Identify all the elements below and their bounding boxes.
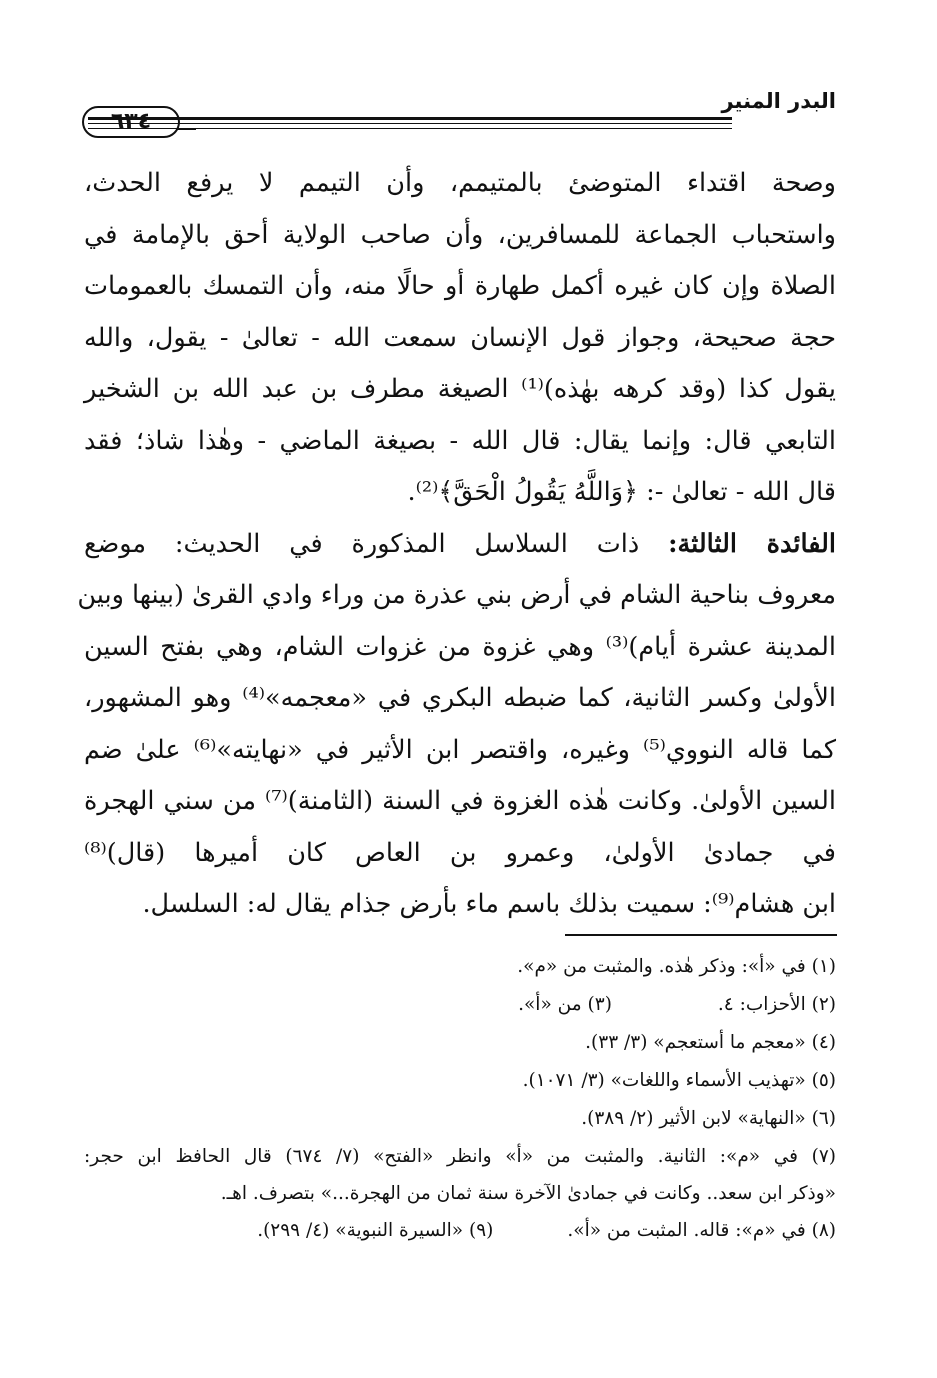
book-title: البدر المنير	[721, 89, 836, 113]
text-line: المدينة عشرة أيام)⁽³⁾ وهي غزوة من غزوات الشام، وهي بفتح السين	[84, 631, 836, 662]
text-line: ابن هشام⁽⁹⁾: سميت بذلك باسم ماء بأرض جذام يقال له: السلسل.	[142, 889, 836, 919]
text-line: قال الله - تعالىٰ -: ﴿وَاللَّهُ يَقُولُ الْحَقَّ﴾⁽²⁾.	[407, 477, 836, 507]
text-line: معروف بناحية الشام في أرض بني عذرة من وراء وادي القرىٰ (بينها وبين	[77, 580, 836, 610]
footnote: (١) في «أ»: وذكر هٰذه. والمثبت من «م».	[517, 956, 836, 977]
footnote-separator	[565, 934, 837, 936]
text-line: السين الأولىٰ. وكانت هٰذه الغزوة في السنة (الثامنة)⁽⁷⁾ من سني الهجرة	[84, 786, 837, 816]
footnote-row	[84, 986, 836, 1024]
page-header	[88, 88, 836, 140]
text-line: التابعي قال: وإنما يقال: قال الله - بصيغة الماضي - وهٰذا شاذ؛ فقد	[84, 425, 836, 456]
footnote: (٤) «معجم ما أستعجم» (٣/ ٣٣).	[585, 1032, 836, 1053]
footnote: (٧) في «م»: الثانية. والمثبت من «أ» وانظر «الفتح» (٧/ ٦٧٤) قال الحافظ ابن حجر:	[84, 1146, 836, 1167]
section-heading: الفائدة الثالثة:	[668, 528, 836, 559]
main-text	[77, 158, 837, 931]
footnote: (٦) «النهاية» لابن الأثير (٢/ ٣٨٩).	[581, 1108, 836, 1129]
text-line: يقول كذا (وقد كرهه بهٰذه)⁽¹⁾ الصيغة مطرف بن عبد الله بن الشخير	[84, 374, 837, 404]
text-line: الصلاة وإن كان غيره أكمل طهارة أو حالًا منه، وأن التمسك بالعمومات	[84, 271, 836, 301]
footnote: (٥) «تهذيب الأسماء واللغات» (٣/ ١٠٧١).	[522, 1070, 836, 1091]
footnote-row	[84, 1212, 836, 1249]
footnote: (٢) الأحزاب: ٤.	[717, 994, 836, 1015]
footnote: (٣) من «أ».	[518, 994, 612, 1015]
paragraph-first-line	[84, 519, 836, 571]
text-segment: ذات السلاسل المذكورة في الحديث: موضع	[84, 528, 669, 559]
footnote-continuation: «وذكر ابن سعد.. وكانت في جمادىٰ الآخرة سنة ثمان من الهجرة...» بتصرف. اهـ.	[220, 1183, 836, 1204]
text-line: واستحباب الجماعة للمسافرين، وأن صاحب الولاية أحق بالإمامة في	[84, 219, 836, 250]
text-line: كما قاله النووي⁽⁵⁾ وغيره، واقتصر ابن الأثير في «نهايته»⁽⁶⁾ علىٰ ضم	[84, 734, 836, 765]
text-line: الأولىٰ وكسر الثانية، كما ضبطه البكري في «معجمه»⁽⁴⁾ وهو المشهور،	[84, 683, 837, 713]
text-line: وصحة اقتداء المتوضئ بالمتيمم، وأن التيمم لا يرفع الحدث،	[84, 168, 836, 198]
footnote: (٩) «السيرة النبوية» (٤/ ٢٩٩).	[257, 1220, 494, 1241]
text-line: في جمادىٰ الأولىٰ، وعمرو بن العاص كان أميرها (قال)⁽⁸⁾	[84, 837, 836, 868]
page-number: ٦٣٤	[82, 106, 180, 138]
footnote: (٨) في «م»: قاله. المثبت من «أ».	[567, 1220, 836, 1241]
footnotes	[84, 948, 836, 1249]
text-line: حجة صحيحة، وجواز قول الإنسان سمعت الله - تعالىٰ - يقول، والله	[84, 322, 836, 353]
